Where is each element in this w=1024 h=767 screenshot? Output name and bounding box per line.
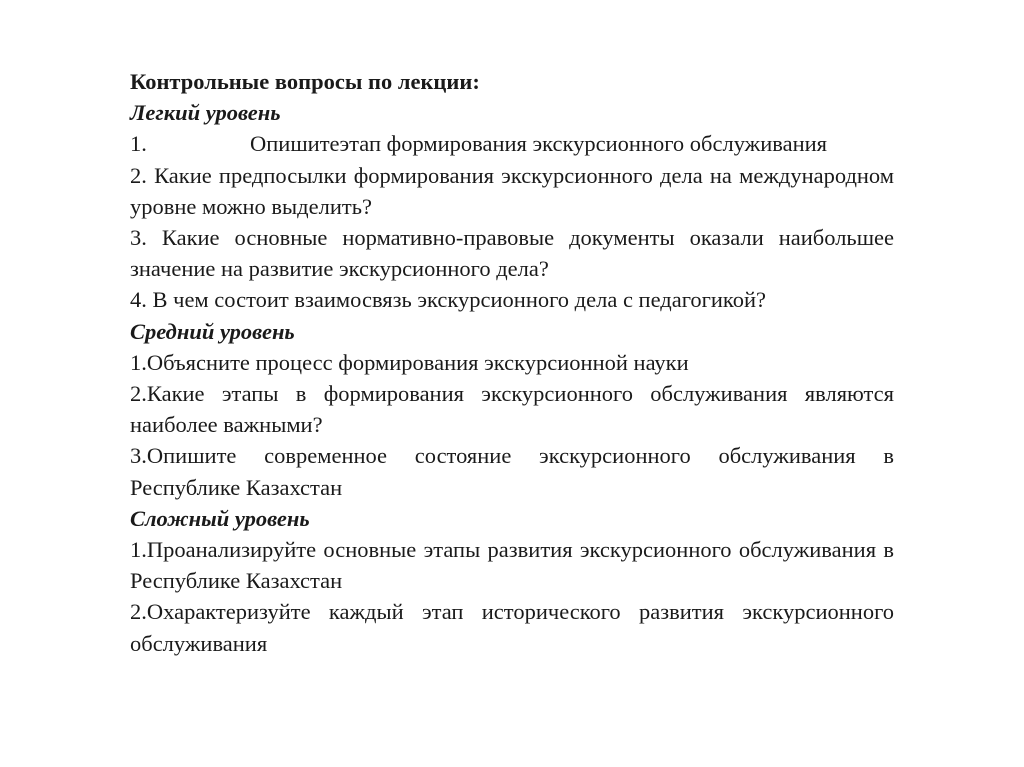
question-number: 1. [130,131,147,157]
lecture-questions [130,66,894,659]
question-medium-3: 3.Опишите современное состояние экскурсионного обслуживания в Республике Казахстан [130,443,894,500]
question-easy-2: 2. Какие предпосылки формирования экскурсионного дела на международном уровне можно выделить? [130,162,894,219]
question-medium-1: 1.Объясните процесс формирования экскурсионной науки [130,349,689,375]
question-text: Опишитеэтап формирования экскурсионного обслуживания [250,131,828,157]
question-hard-1: 1.Проанализируйте основные этапы развития экскурсионного обслуживания в Республике Казахстан [130,537,894,594]
question-hard-2: 2.Охарактеризуйте каждый этап исторического развития экскурсионного обслуживания [130,599,894,656]
question-easy-1 [130,128,894,159]
question-easy-4: 4. В чем состоит взаимосвязь экскурсионного дела с педагогикой? [130,287,766,313]
level-heading-medium: Средний уровень [130,318,295,344]
page-title: Контрольные вопросы по лекции: [130,69,480,94]
level-heading-hard: Сложный уровень [130,505,310,531]
level-heading-easy: Легкий уровень [130,100,281,126]
question-easy-3: 3. Какие основные нормативно-правовые документы оказали наибольшее значение на развитие экскурсионного дела? [130,225,894,282]
question-medium-2: 2.Какие этапы в формирования экскурсионного обслуживания являются наиболее важными? [130,381,894,438]
